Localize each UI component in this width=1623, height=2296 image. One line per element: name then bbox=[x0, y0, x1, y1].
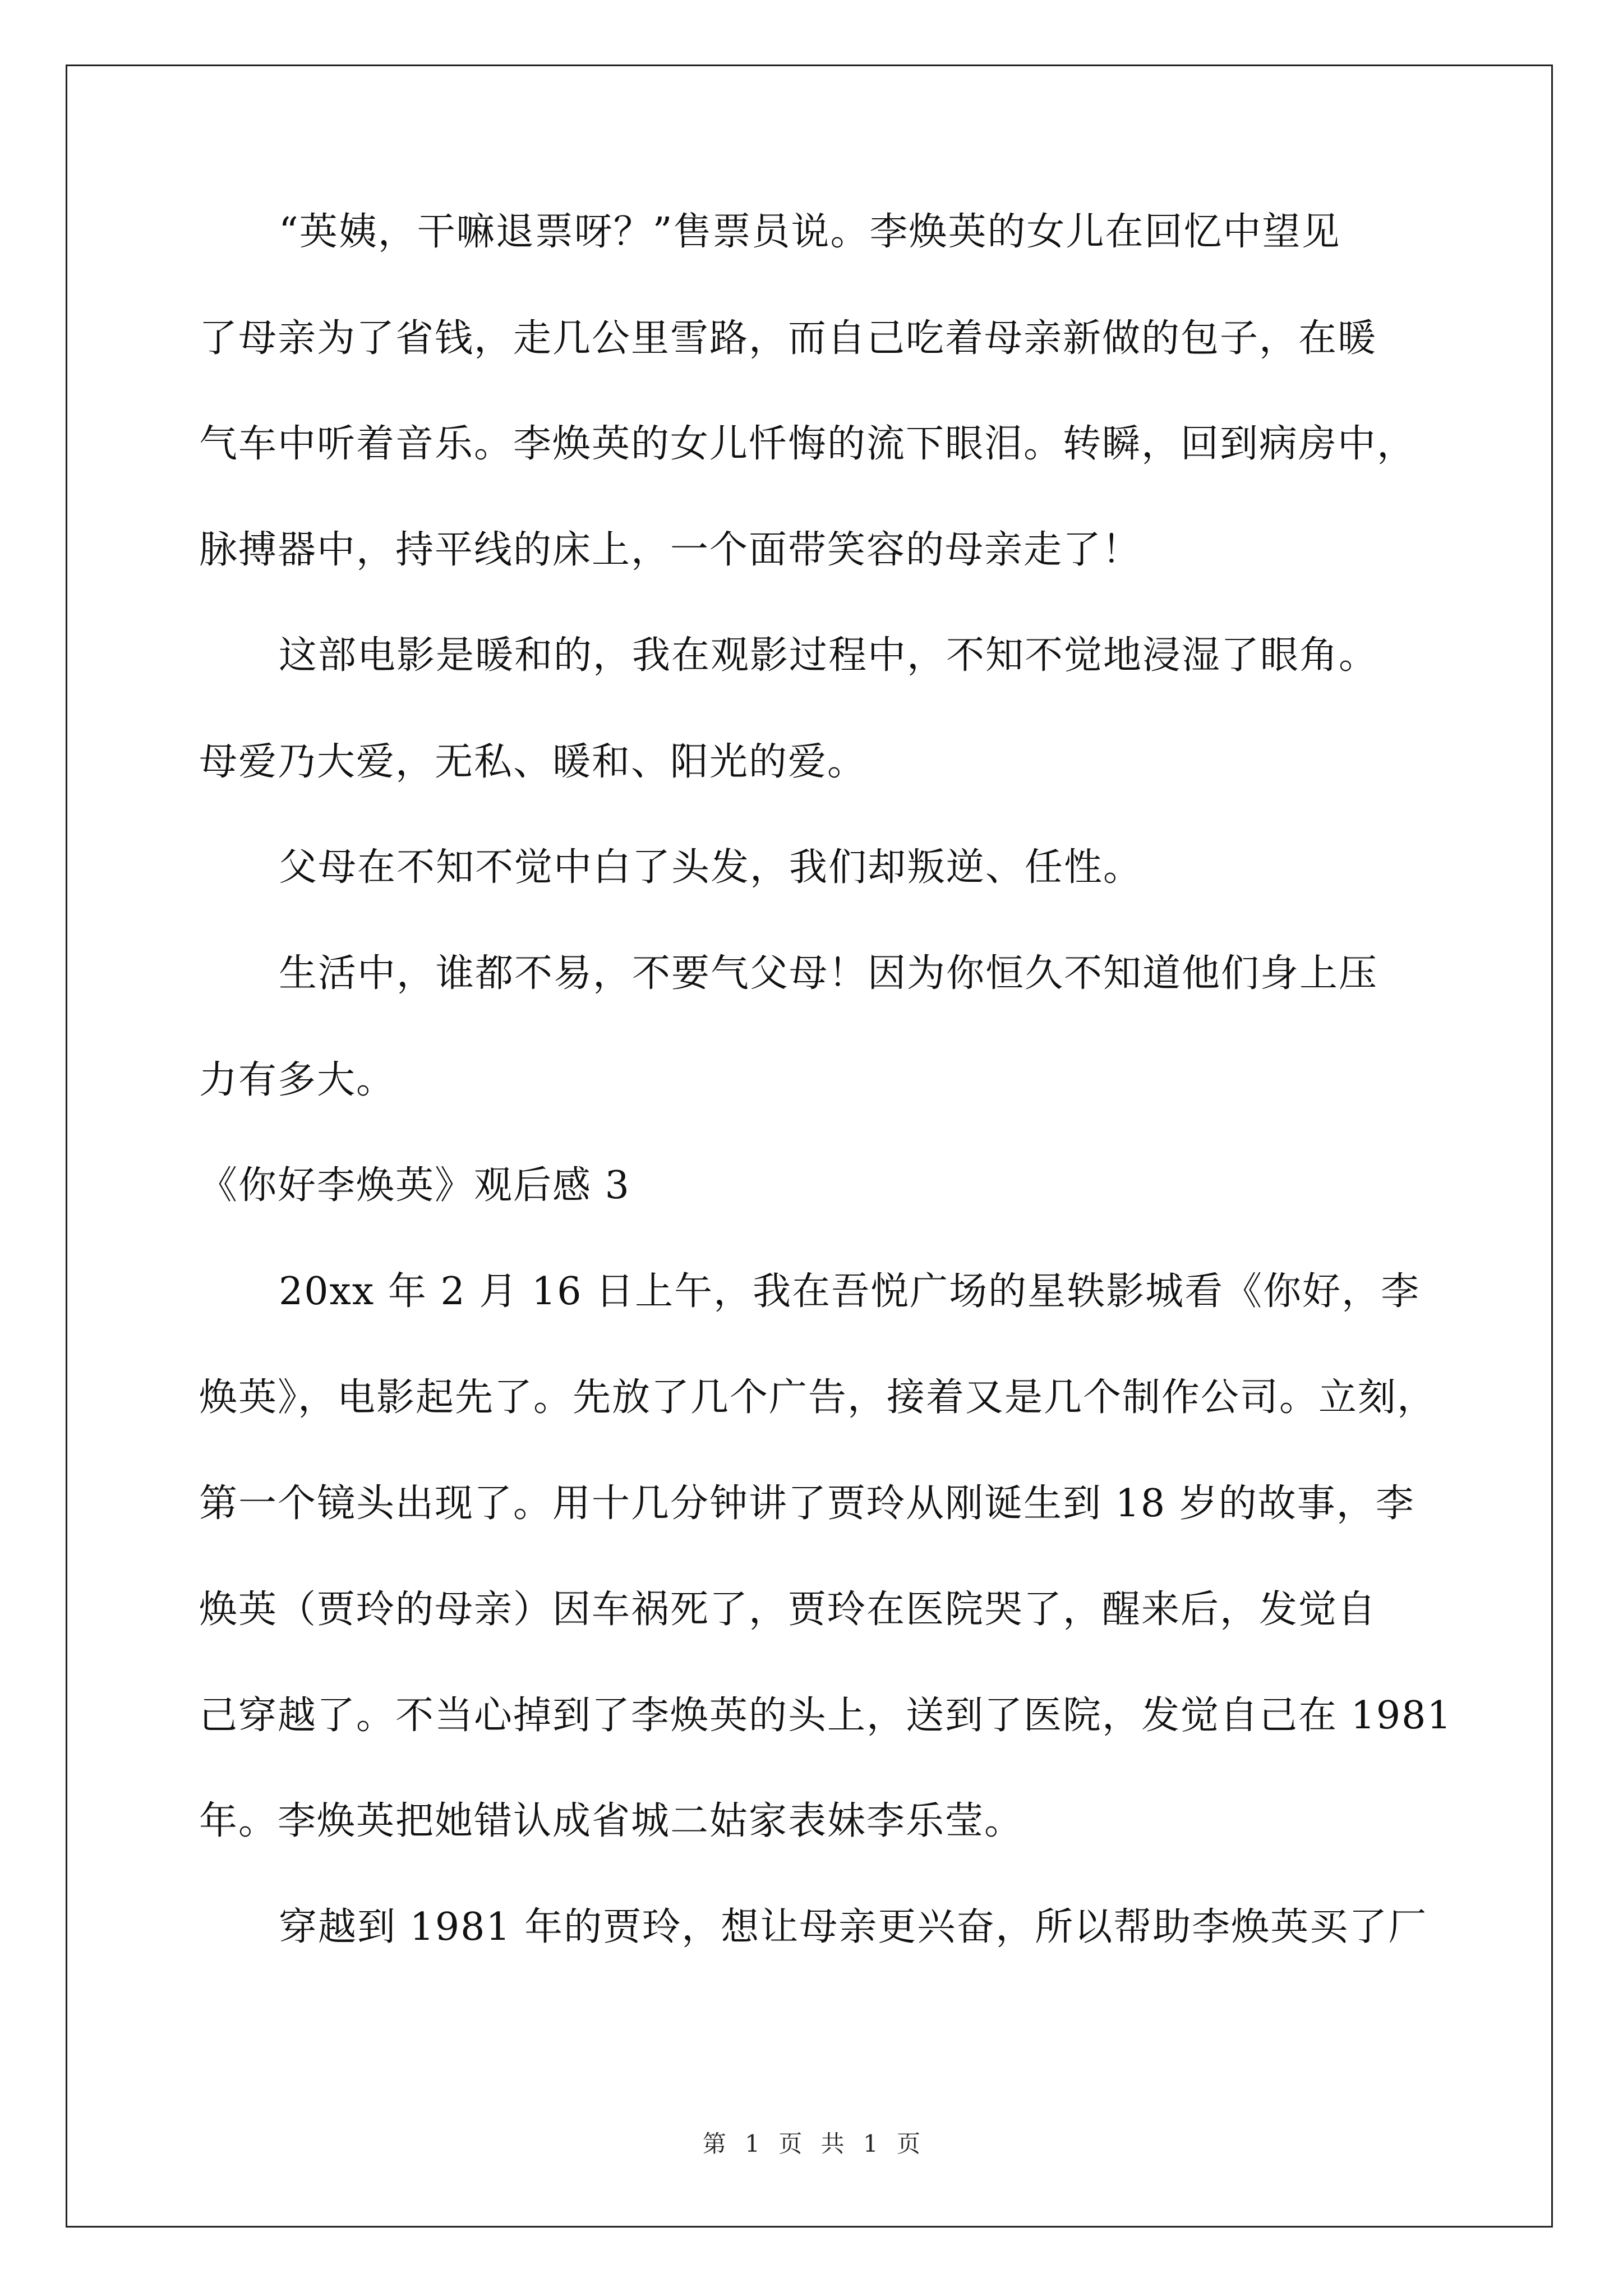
text-line: 穿越到 1981 年的贾玲，想让母亲更兴奋，所以帮助李焕英买了厂 bbox=[279, 1905, 1428, 1949]
text-line: 第一个镜头出现了。用十几分钟讲了贾玲从刚诞生到 18 岁的故事，李 bbox=[199, 1481, 1415, 1526]
text-line: 母爱乃大爱，无私、暖和、阳光的爱。 bbox=[199, 740, 867, 784]
page-number-footer: 第 1 页 共 1 页 bbox=[702, 2130, 921, 2157]
text-line: 力有多大。 bbox=[199, 1058, 396, 1102]
text-line: 年。李焕英把她错认成省城二姑家表妹李乐莹。 bbox=[199, 1799, 1024, 1843]
text-line: 这部电影是暖和的，我在观影过程中，不知不觉地浸湿了眼角。 bbox=[279, 633, 1378, 678]
text-line: 焕英（贾玲的母亲）因车祸死了，贾玲在医院哭了，醒来后，发觉自 bbox=[199, 1588, 1377, 1632]
page-border bbox=[66, 65, 1553, 2228]
text-line: 父母在不知不觉中白了头发，我们却叛逆、任性。 bbox=[279, 845, 1143, 890]
text-line: 生活中，谁都不易，不要气父母！因为你恒久不知道他们身上压 bbox=[279, 951, 1378, 996]
text-line: 己穿越了。不当心掉到了李焕英的头上，送到了医院，发觉自己在 1981 bbox=[199, 1694, 1453, 1738]
text-line: 焕英》，电影起先了。先放了几个广告，接着又是几个制作公司。立刻， bbox=[199, 1375, 1437, 1420]
text-line: “英姨，干嘛退票呀？”售票员说。李焕英的女儿在回忆中望见 bbox=[279, 210, 1341, 254]
text-line: 20xx 年 2 月 16 日上午，我在吾悦广场的星轶影城看《你好，李 bbox=[279, 1269, 1421, 1314]
text-line: 了母亲为了省钱，走几公里雪路，而自己吃着母亲新做的包子，在暖 bbox=[199, 316, 1377, 361]
section-heading: 《你好李焕英》观后感 3 bbox=[199, 1163, 630, 1208]
text-line: 脉搏器中，持平线的床上，一个面带笑容的母亲走了！ bbox=[199, 528, 1142, 572]
text-line: 气车中听着音乐。李焕英的女儿忏悔的流下眼泪。转瞬，回到病房中， bbox=[199, 422, 1417, 466]
